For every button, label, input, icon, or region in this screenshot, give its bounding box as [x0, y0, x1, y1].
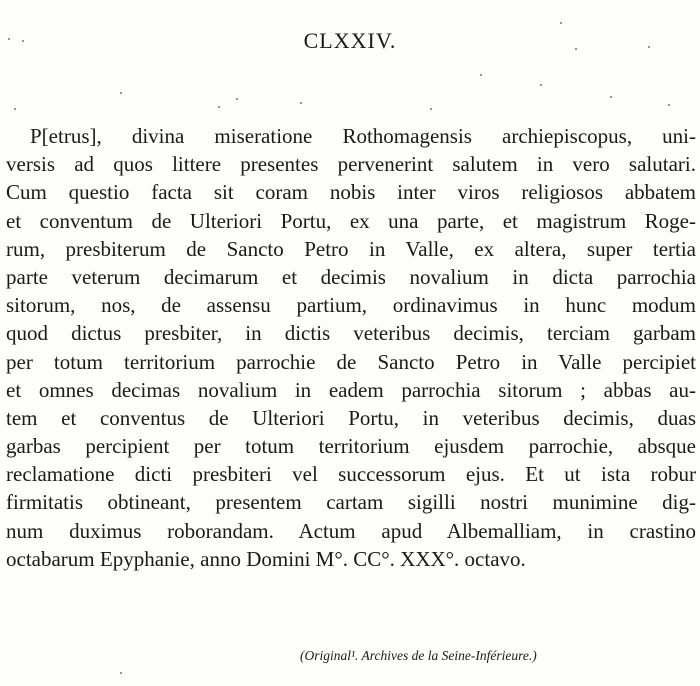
text-line: garbas percipient per totum territorium ejusdem parrochie, absque: [6, 434, 696, 459]
scan-speck: [120, 672, 122, 674]
scan-speck: [575, 48, 577, 50]
scan-speck: [560, 22, 562, 24]
scan-speck: [8, 38, 10, 40]
text-line: per totum territorium parrochie de Sancto Petro in Valle percipiet: [6, 349, 696, 374]
scan-speck: [218, 106, 220, 108]
scan-speck: [430, 108, 432, 110]
scan-speck: [14, 108, 16, 110]
scan-speck: [120, 92, 122, 94]
charter-text: [6, 122, 696, 573]
scan-speck: [540, 84, 542, 86]
text-line: et omnes decimas novalium in eadem parrochia sitorum ; abbas au-: [6, 377, 696, 402]
scan-speck: [22, 40, 24, 42]
scan-speck: [480, 74, 482, 76]
scan-speck: [300, 102, 302, 104]
scan-speck: [610, 96, 612, 98]
text-line: P[etrus], divina miseratione Rothomagensis archiepiscopus, uni-: [30, 124, 696, 148]
text-line: rum, presbiterum de Sancto Petro in Valle, ex altera, super tertia: [6, 236, 696, 261]
scan-speck: [648, 46, 650, 48]
text-line: firmitatis obtineant, presentem cartam sigilli nostri munimine dig-: [6, 490, 696, 515]
text-line: num duximus roborandam. Actum apud Albemalliam, in crastino: [6, 518, 696, 543]
scan-speck: [668, 104, 670, 106]
text-line: sitorum, nos, de assensu partium, ordinavimus in hunc modum: [6, 293, 696, 318]
text-line: versis ad quos littere presentes pervenerint salutem in vero salutari.: [6, 152, 696, 177]
text-line: tem et conventus de Ulteriori Portu, in veteribus decimis, duas: [6, 405, 696, 430]
text-line: Cum questio facta sit coram nobis inter viros religiosos abbatem: [6, 180, 696, 205]
document-title: CLXXIV.: [303, 28, 397, 53]
text-line: et conventum de Ulteriori Portu, ex una parte, et magistrum Roge-: [6, 208, 696, 233]
text-line: quod dictus presbiter, in dictis veteribus decimis, terciam garbam: [6, 321, 696, 346]
scan-speck: [236, 98, 238, 100]
text-line: reclamatione dicti presbiteri vel successorum ejus. Et ut ista robur: [6, 462, 696, 487]
text-line: octabarum Epyphanie, anno Domini M°. CC°. XXX°. octavo.: [6, 546, 526, 571]
source-footnote: (Original¹. Archives de la Seine-Inférieure.): [300, 648, 537, 663]
text-line: parte veterum decimarum et decimis novalium in dicta parrochia: [6, 264, 696, 289]
